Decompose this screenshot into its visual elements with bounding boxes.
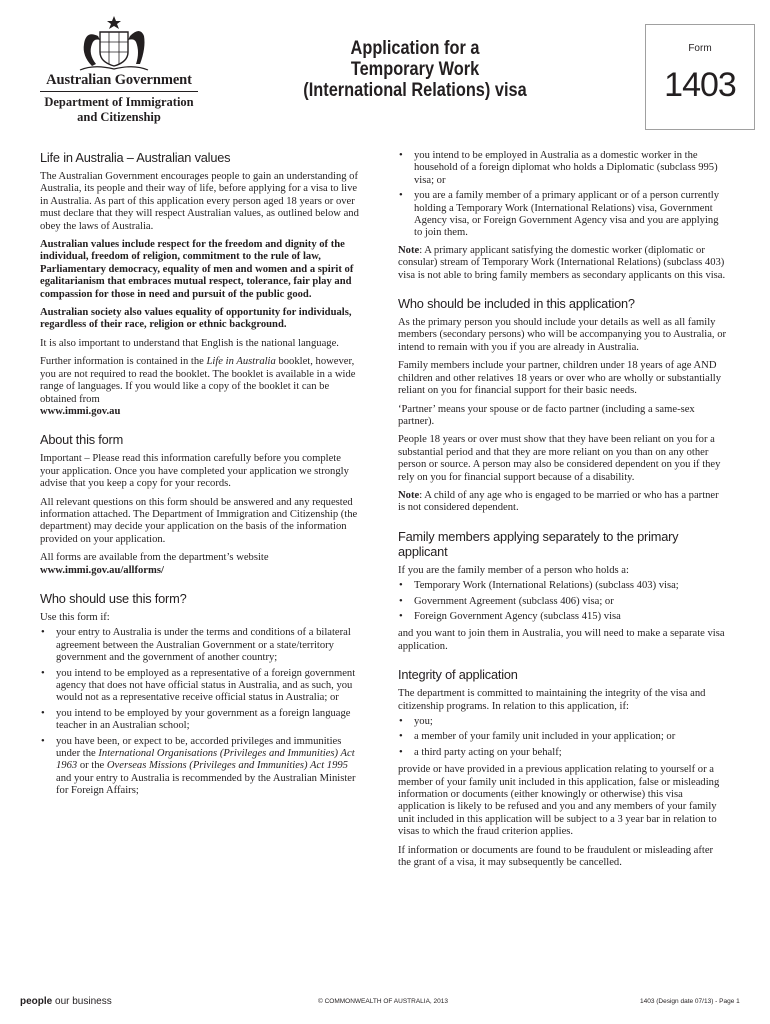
list-item <box>40 736 360 798</box>
booklet-title: Life in Australia <box>206 356 276 368</box>
list-item: • Government Agreement (subclass 406) visa; or <box>398 596 728 608</box>
section-heading: About this form <box>40 432 124 448</box>
right-column <box>398 150 728 875</box>
forms-link[interactable]: www.immi.gov.au/allforms/ <box>40 564 164 576</box>
left-column <box>40 150 360 803</box>
paragraph: The Australian Government encourages people to gain an understanding of Australia, its people and their way of life, before applying for a visa to live in Australia. As part of this application every person aged 18 years or over must declare that they will respect Australian values, as outlined below and obey the laws of Australia. <box>40 171 359 232</box>
government-name: Australian Government <box>46 72 192 88</box>
family-members-section <box>398 529 728 653</box>
list-item: • you intend to be employed in Australia as a domestic worker in the household of a foreign diplomat who holds a Diplomatic (subclass 995) visa; or <box>398 150 728 187</box>
list-item: • you intend to be employed as a representative of a foreign government agency that does not have official status in Australia, and as such, you would not as a representative receive official status in Australia; or <box>40 668 360 705</box>
paragraph: The department is committed to maintaining the integrity of the visa and citizenship programs. In relation to this application, if: <box>398 688 706 712</box>
list-item: • Temporary Work (International Relations) (subclass 403) visa; <box>398 580 728 592</box>
page-info: 1403 (Design date 07/13) - Page 1 <box>640 998 740 1005</box>
website-link[interactable]: www.immi.gov.au <box>40 405 121 417</box>
who-included-section <box>398 296 728 515</box>
note-label: Note <box>398 244 420 256</box>
values-statement: Australian values include respect for the freedom and dignity of the individual, freedom of religion, commitment to the rule of law, Parliamentary democracy, equality of men and women and a spirit of egalitarianism that embraces mutual respect, tolerance, fair play and compassion for those in need and pursuit of the public good. <box>40 239 354 300</box>
paragraph <box>40 552 360 577</box>
department-line-1: Department of Immigration <box>44 95 194 109</box>
section-heading: Integrity of application <box>398 667 518 683</box>
text-run: Further information is contained in the <box>40 356 207 368</box>
paragraph: ‘Partner’ means your spouse or de facto partner (including a same-sex partner). <box>398 403 695 427</box>
who-should-use-section <box>40 591 360 798</box>
paragraph: All relevant questions on this form should be answered and any requested information attached. The Department of Immigration and Citizenship (the department) may decide your application on the basis of the information provided on your application. <box>40 496 358 545</box>
bullet-list <box>398 580 728 623</box>
list-item: • a member of your family unit included in your application; or <box>398 731 728 743</box>
paragraph: If you are the family member of a person who holds a: <box>398 564 629 576</box>
form-number-box <box>645 24 755 130</box>
equality-statement: Australian society also values equality of opportunity for individuals, regardless of their race, religion or ethnic background. <box>40 307 352 331</box>
paragraph: Use this form if: <box>40 611 110 623</box>
footer-brand <box>20 996 112 1007</box>
note-text: : A child of any age who is engaged to be married or who has a partner is not considered dependent. <box>398 489 719 514</box>
page-title <box>277 38 552 101</box>
bullet-list <box>40 627 360 797</box>
text-run: and your entry to Australia is recommended by the Australian Minister for Foreign Affairs; <box>56 772 356 797</box>
department-line-2: and Citizenship <box>77 110 161 124</box>
brand-bold: people <box>20 996 53 1007</box>
note <box>398 490 728 515</box>
paragraph: If information or documents are found to be fraudulent or misleading after the grant of a visa, it may subsequently be cancelled. <box>398 844 714 869</box>
section-heading: Who should use this form? <box>40 590 187 606</box>
text-run: you have been, or expect to be, accorded privileges and immunities under the <box>56 735 342 760</box>
title-line-1: Application for a <box>350 38 480 59</box>
bullet-list <box>398 716 728 759</box>
integrity-section <box>398 667 728 869</box>
list-item: • Foreign Government Agency (subclass 415) visa <box>398 611 728 623</box>
section-heading: Family members applying separately to the primary applicant <box>398 528 679 559</box>
list-item: • a third party acting on your behalf; <box>398 747 728 759</box>
paragraph: Important – Please read this information carefully before you complete your application. Once you have completed your application we strongly advise that you keep a copy for your records. <box>40 453 349 490</box>
paragraph: It is also important to understand that English is the national language. <box>40 337 339 349</box>
section-heading: Who should be included in this application? <box>398 296 635 312</box>
text-run: booklet, however, you are not required to read the booklet. The booklet is available in a wide range of languages. If you would like a copy of the booklet it can be obtained from <box>40 356 356 405</box>
list-item: • you are a family member of a primary applicant or of a person currently holding a Temporary Work (International Relations) visa, Government Agency visa, or Foreign Government Agency visa and you are applying to join them. <box>398 190 728 240</box>
act-title: Overseas Missions (Privileges and Immunities) Act 1995 <box>106 760 348 772</box>
list-item: • you intend to be employed by your government as a foreign language teacher in an Australian school; <box>40 708 360 733</box>
about-form-section <box>40 432 360 577</box>
text-run: All forms are available from the department’s website <box>40 552 269 564</box>
coat-of-arms-icon <box>74 14 154 74</box>
life-in-australia-section <box>40 150 360 418</box>
copyright: © COMMONWEALTH OF AUSTRALIA, 2013 <box>318 998 448 1005</box>
paragraph <box>40 356 360 418</box>
department-name <box>40 95 198 125</box>
paragraph: Family members include your partner, children under 18 years of age AND children and other relatives 18 years or over who are wholly or substantially reliant on you for financial support for their basic needs. <box>398 360 722 397</box>
text-run: or the <box>77 760 107 772</box>
list-item: • your entry to Australia is under the terms and conditions of a bilateral agreement between the Australian Government or a state/territory government and the government of another country; <box>40 627 360 664</box>
paragraph: People 18 years or over must show that they have been reliant on you for a substantial period and that they are more reliant on you than on any other person or source. A person may also be considered dependent on you if they rely on you for financial support because of a disability. <box>398 434 721 483</box>
paragraph: provide or have provided in a previous application relating to yourself or a member of your family unit included in this application, false or misleading information or documents (either knowingly or otherwise) this visa application is likely to be refused and you and any members of your family unit included in this application will be subject to a 3 year bar in relation to visas to which the fraud criterion applies. <box>398 764 720 838</box>
form-number: 1403 <box>664 66 736 104</box>
note-text: : A primary applicant satisfying the domestic worker (diplomatic or consular) stream of Temporary Work (International Relations) (subclass 403) visa is not able to bring family members as secondary applicants on this visa. <box>398 244 726 281</box>
paragraph: and you want to join them in Australia, you will need to make a separate visa application. <box>398 628 725 652</box>
form-label: Form <box>688 43 712 54</box>
section-heading: Life in Australia – Australian values <box>40 150 231 165</box>
title-line-2: Temporary Work <box>350 59 480 80</box>
brand-rest: our business <box>52 996 112 1007</box>
list-item: • you; <box>398 716 728 728</box>
note <box>398 245 728 282</box>
note-label: Note <box>398 489 420 501</box>
paragraph: As the primary person you should include your details as well as all family members (secondary persons) who will be accompanying you to Australia, or intend to remain with you if you are already in Australia. <box>398 317 727 353</box>
header-divider <box>40 91 198 92</box>
act-title: International Organisations (Privileges and Immunities) Act 1963 <box>56 748 355 772</box>
title-line-3: (International Relations) visa <box>303 80 527 101</box>
bullet-list-continued <box>398 150 728 240</box>
